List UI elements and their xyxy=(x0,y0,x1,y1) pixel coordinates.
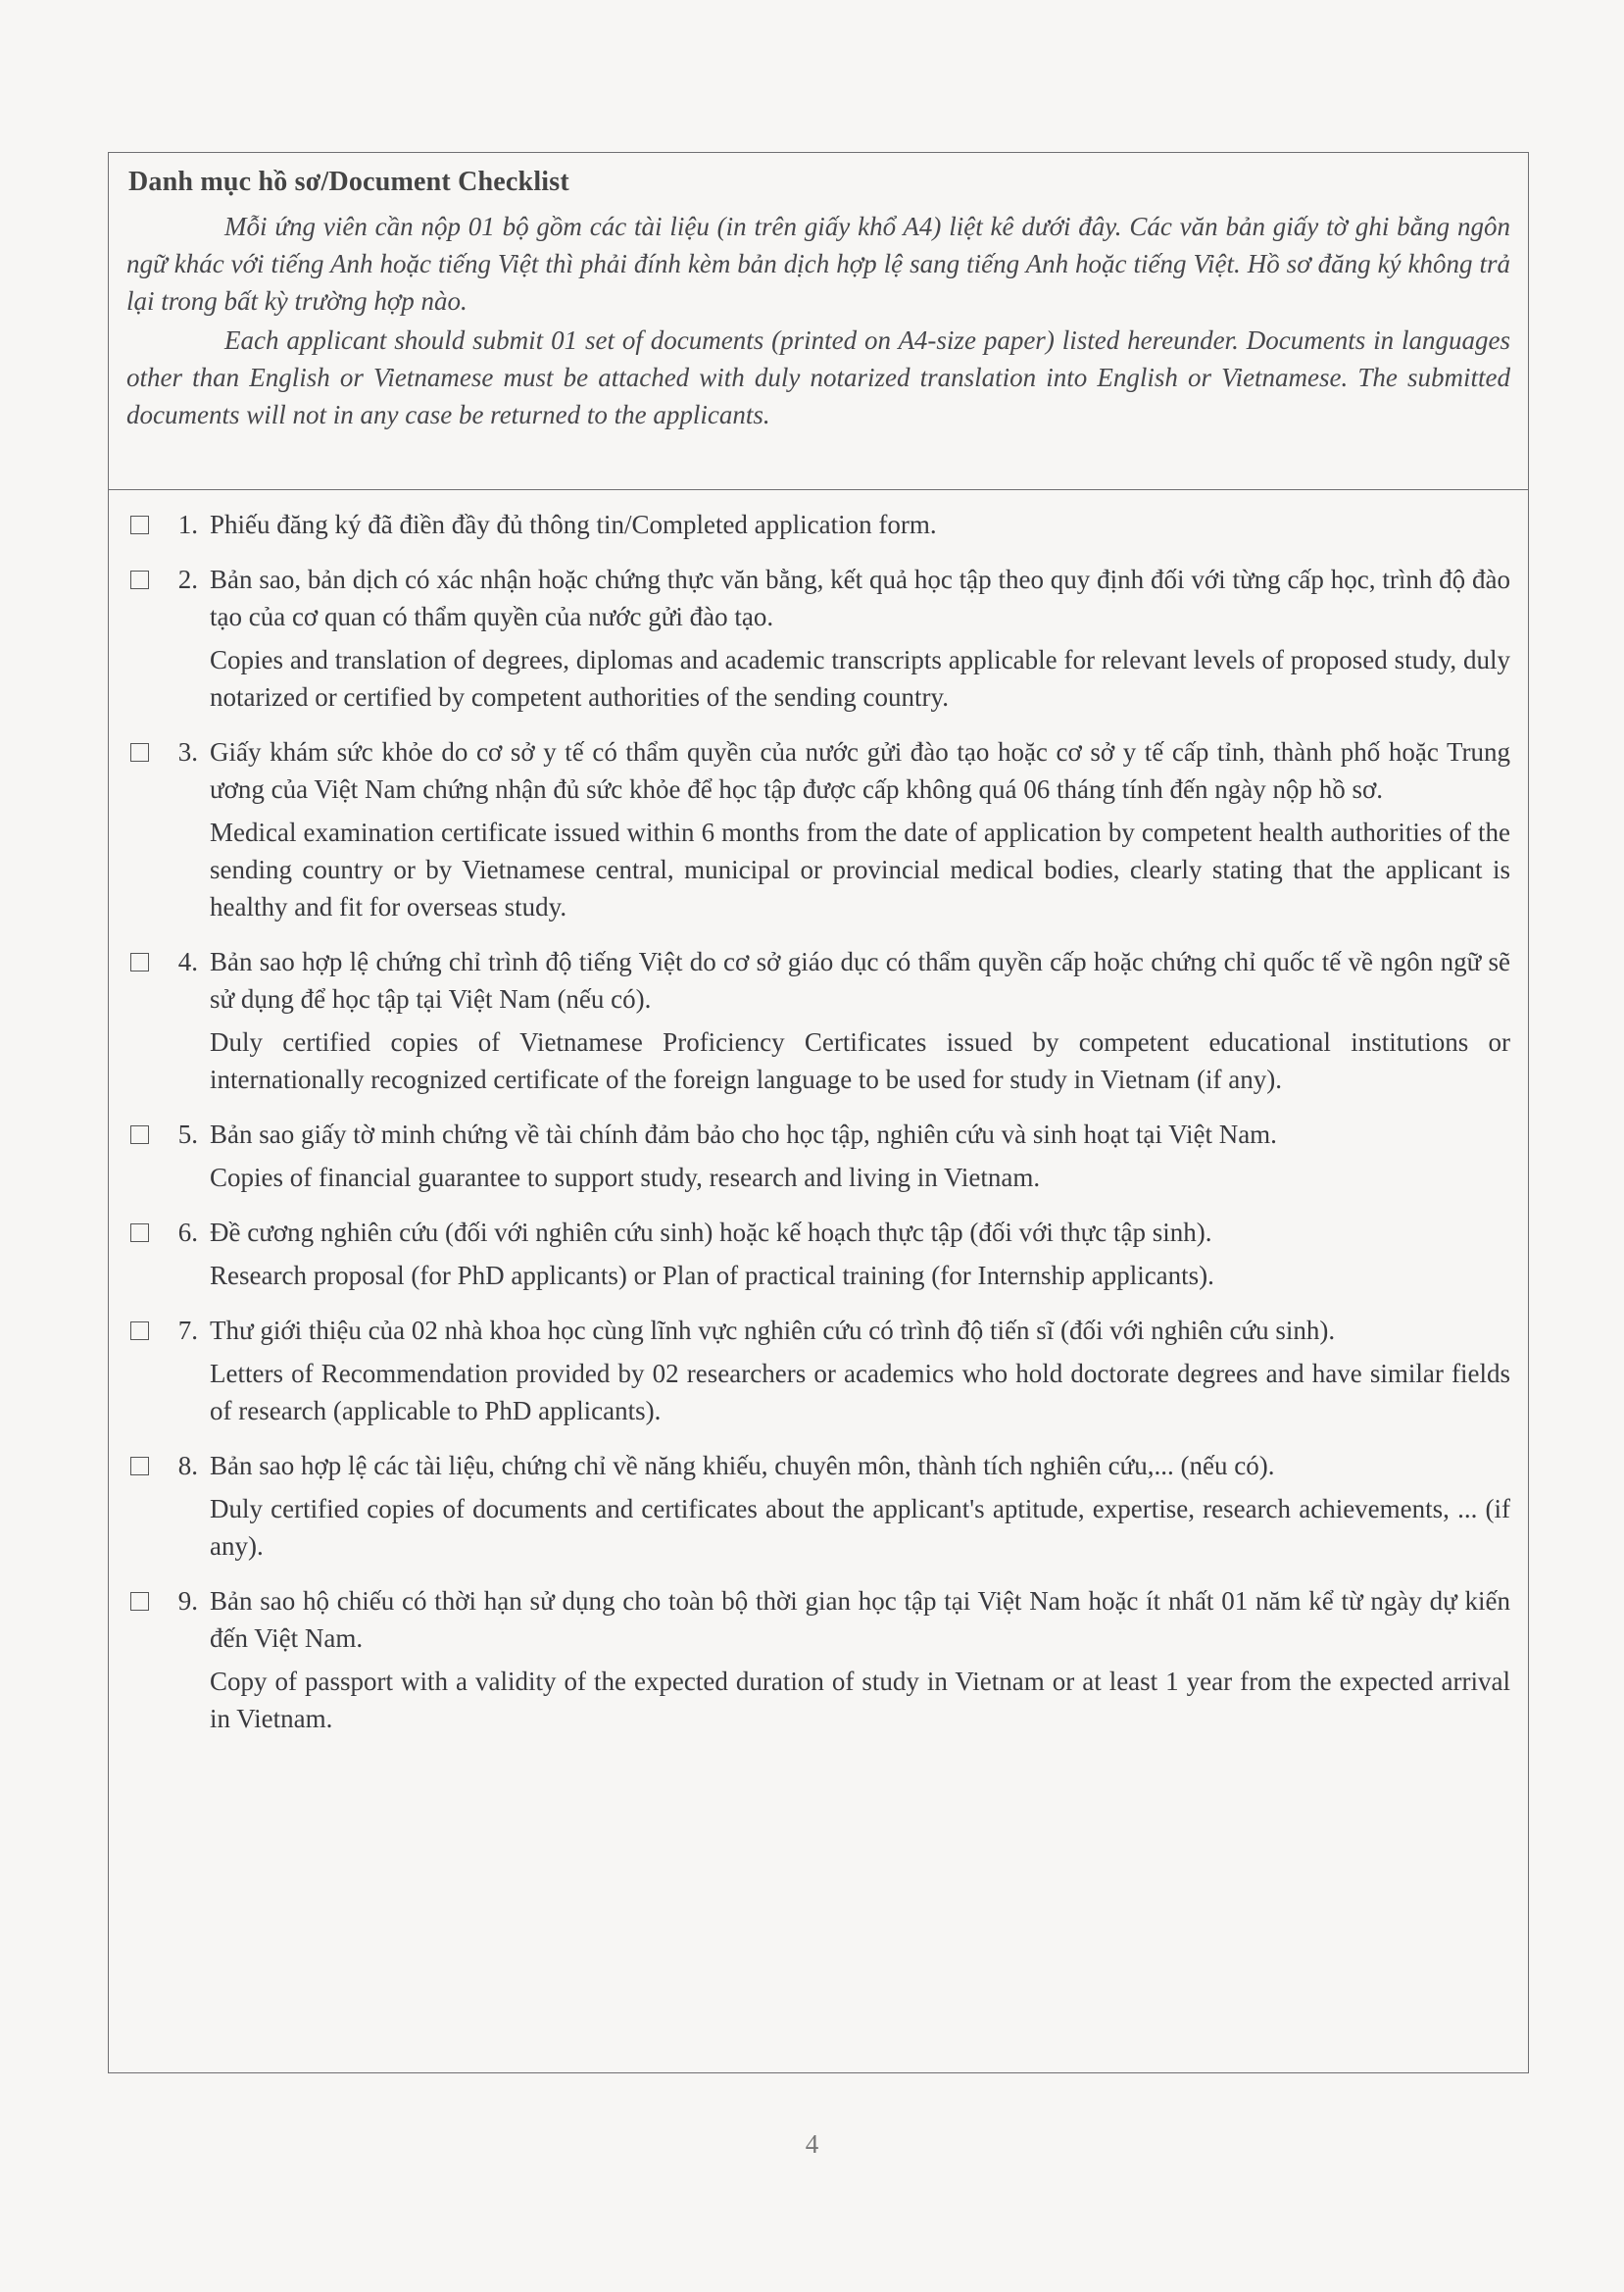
checklist-item xyxy=(126,943,1510,1098)
item-text-en: Copies and translation of degrees, diplomas and academic transcripts applicable for relevant levels of proposed study, duly notarized or certified by competent authorities of the sending country. xyxy=(210,645,1510,712)
item-text-vi: Giấy khám sức khỏe do cơ sở y tế có thẩm quyền của nước gửi đào tạo hoặc cơ sở y tế cấp tỉnh, thành phố hoặc Trung ương của Việt Nam chứng nhận đủ sức khỏe để học tập được cấp không quá 06 tháng tính đến ngày nộp hồ sơ. xyxy=(210,737,1510,804)
item-number: 2. xyxy=(177,565,198,594)
checklist-box xyxy=(108,152,1529,2073)
checklist-item xyxy=(126,1447,1510,1565)
checklist-item xyxy=(126,561,1510,716)
intro-english: Each applicant should submit 01 set of documents (printed on A4-size paper) listed hereunder. Documents in languages other than English or Vietnamese must be attached with duly notarized translation into English or Vietnamese. The submitted documents will not in any case be returned to the applicants. xyxy=(126,325,1510,429)
item-number: 4. xyxy=(177,947,198,976)
item-number: 9. xyxy=(177,1586,198,1616)
item-text-en: Copies of financial guarantee to support study, research and living in Vietnam. xyxy=(210,1163,1041,1192)
item-number: 5. xyxy=(177,1120,198,1149)
item-text-en: Medical examination certificate issued within 6 months from the date of application by competent health authorities of the sending country or by Vietnamese central, municipal or provincial medical bodies, clearly stating that the applicant is healthy and fit for overseas study. xyxy=(210,818,1510,922)
checklist-item xyxy=(126,1116,1510,1196)
checkbox[interactable] xyxy=(130,571,149,589)
page-number: 4 xyxy=(805,2129,819,2159)
item-text-vi: Đề cương nghiên cứu (đối với nghiên cứu sinh) hoặc kế hoạch thực tập (đối với thực tập sinh). xyxy=(210,1218,1212,1247)
checklist-item xyxy=(126,1312,1510,1429)
item-text-vi: Phiếu đăng ký đã điền đầy đủ thông tin/Completed application form. xyxy=(210,510,937,539)
item-number: 3. xyxy=(177,737,198,767)
item-number: 7. xyxy=(177,1316,198,1345)
item-text-vi: Thư giới thiệu của 02 nhà khoa học cùng lĩnh vực nghiên cứu có trình độ tiến sĩ (đối với nghiên cứu sinh). xyxy=(210,1316,1336,1345)
checklist-item xyxy=(126,506,1510,543)
checklist-title: Danh mục hồ sơ/Document Checklist xyxy=(128,167,569,197)
item-text-en: Research proposal (for PhD applicants) or Plan of practical training (for Internship applicants). xyxy=(210,1261,1214,1290)
checkbox[interactable] xyxy=(130,1223,149,1242)
item-number: 8. xyxy=(177,1451,198,1480)
checkbox[interactable] xyxy=(130,516,149,534)
checklist-item xyxy=(126,733,1510,925)
item-text-en: Copy of passport with a validity of the expected duration of study in Vietnam or at least 1 year from the expected arrival in Vietnam. xyxy=(210,1667,1510,1733)
checkbox[interactable] xyxy=(130,1125,149,1144)
item-number: 6. xyxy=(177,1218,198,1247)
item-text-vi: Bản sao hợp lệ các tài liệu, chứng chỉ về năng khiếu, chuyên môn, thành tích nghiên cứu,... (nếu có). xyxy=(210,1451,1275,1480)
checkbox[interactable] xyxy=(130,743,149,762)
item-text-en: Duly certified copies of documents and certificates about the applicant's aptitude, expertise, research achievements, ... (if any). xyxy=(210,1494,1510,1561)
checkbox[interactable] xyxy=(130,1592,149,1611)
checkbox[interactable] xyxy=(130,1457,149,1475)
checklist-header xyxy=(109,153,1528,490)
checklist-item xyxy=(126,1214,1510,1294)
item-text-vi: Bản sao giấy tờ minh chứng về tài chính đảm bảo cho học tập, nghiên cứu và sinh hoạt tại Việt Nam. xyxy=(210,1120,1277,1149)
item-text-vi: Bản sao hợp lệ chứng chỉ trình độ tiếng Việt do cơ sở giáo dục có thẩm quyền cấp hoặc chứng chỉ quốc tế về ngôn ngữ sẽ sử dụng để học tập tại Việt Nam (nếu có). xyxy=(210,947,1510,1014)
intro-vietnamese: Mỗi ứng viên cần nộp 01 bộ gồm các tài liệu (in trên giấy khổ A4) liệt kê dưới đây. Các văn bản giấy tờ ghi bằng ngôn ngữ khác với tiếng Anh hoặc tiếng Việt thì phải đính kèm bản dịch hợp lệ sang tiếng Anh hoặc tiếng Việt. Hồ sơ đăng ký không trả lại trong bất kỳ trường hợp nào. xyxy=(126,212,1510,316)
item-text-vi: Bản sao, bản dịch có xác nhận hoặc chứng thực văn bằng, kết quả học tập theo quy định đối với từng cấp học, trình độ đào tạo của cơ quan có thẩm quyền của nước gửi đào tạo. xyxy=(210,565,1510,631)
item-text-en: Letters of Recommendation provided by 02 researchers or academics who hold doctorate degrees and have similar fields of research (applicable to PhD applicants). xyxy=(210,1359,1510,1425)
checklist-items xyxy=(109,490,1528,1737)
item-text-vi: Bản sao hộ chiếu có thời hạn sử dụng cho toàn bộ thời gian học tập tại Việt Nam hoặc ít nhất 01 năm kể từ ngày dự kiến đến Việt Nam. xyxy=(210,1586,1510,1653)
item-text-en: Duly certified copies of Vietnamese Proficiency Certificates issued by competent educational institutions or internationally recognized certificate of the foreign language to be used for study in Vietnam (if any). xyxy=(210,1027,1510,1094)
checklist-item xyxy=(126,1582,1510,1737)
item-number: 1. xyxy=(177,510,198,539)
checkbox[interactable] xyxy=(130,1321,149,1340)
checkbox[interactable] xyxy=(130,953,149,972)
